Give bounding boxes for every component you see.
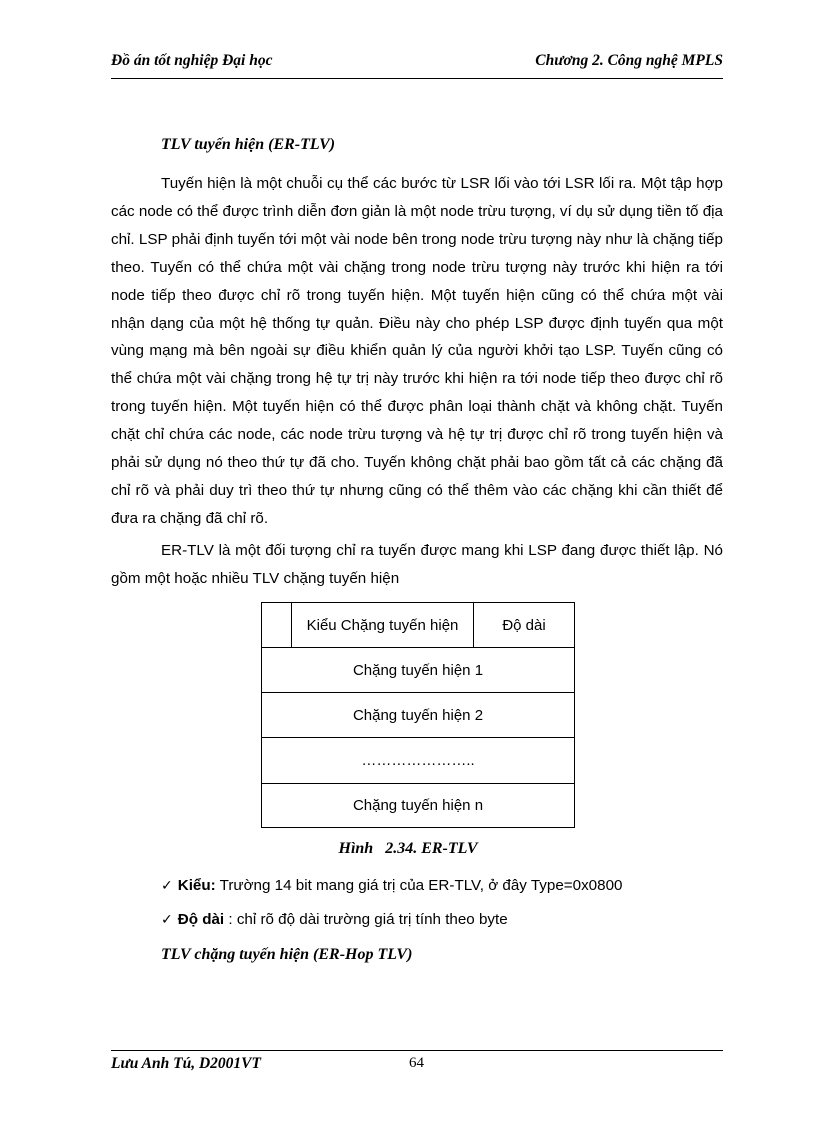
table-row: Chặng tuyến hiện 1 [262, 648, 575, 693]
header-thesis-title: Đồ án tốt nghiệp Đại học [111, 52, 273, 69]
section-heading: TLV tuyến hiện (ER-TLV) [161, 136, 336, 153]
er-tlv-format-table [261, 602, 575, 828]
checkmark-icon: ✓ [161, 878, 173, 894]
list-item: ✓ Kiểu: Trường 14 bit mang giá trị của ER-TLV, ở đây Type=0x0800 [161, 877, 623, 894]
footer-author: Lưu Anh Tú, D2001VT [111, 1055, 261, 1072]
footer-divider [111, 1050, 723, 1051]
figure-caption: Hình 2.34. ER-TLV [338, 840, 478, 857]
header-chapter-title: Chương 2. Công nghệ MPLS [535, 52, 723, 69]
table-row: ………………….. [262, 738, 575, 784]
table-cell-blank [262, 603, 292, 648]
table-cell-type: Kiểu Chặng tuyến hiện [292, 603, 474, 648]
subsection-heading: TLV chặng tuyến hiện (ER-Hop TLV) [161, 946, 413, 963]
table-row: Chặng tuyến hiện n [262, 784, 575, 828]
body-paragraph-1: Tuyến hiện là một chuỗi cụ thể các bước từ LSR lối vào tới LSR lối ra. Một tập hợp các node có thể được trình diễn đơn giản là một node trừu tượng, ví dụ sử dụng tiền tố địa chỉ. LSP phải định tuyến tới một vài node bên trong node trừu tượng này như là chặng tiếp theo. Tuyến có thể chứa một vài chặng trong node trừu tượng này trước khi hiện ra tới node tiếp theo được chỉ rõ trong tuyến hiện. Một tuyến hiện cũng có thể chứa một vài nhận dạng của một hệ thống tự quản. Điều này cho phép LSP được định tuyến qua một vùng mạng mà bên ngoài sự điều khiển quản lý của người khởi tạo LSP. Tuyến cũng có thể chứa một vài chặng trong hệ tự trị này trước khi hiện ra tới node tiếp theo được chỉ rõ trong tuyến hiện. Một tuyến hiện có thể được phân loại thành chặt và không chặt. Tuyến chặt chỉ chứa các node, các node trừu tượng và hệ tự trị được chỉ rõ trong tuyến hiện và phải sử dụng nó theo thứ tự đã cho. Tuyến không chặt phải bao gồm tất cả các chặng đã chỉ rõ và phải duy trì theo thứ tự nhưng cũng có thể thêm vào các chặng khi cần thiết để đưa ra chặng đã chỉ rõ. [111, 175, 723, 527]
checkmark-icon: ✓ [161, 912, 173, 928]
page-number: 64 [409, 1055, 424, 1071]
list-item: ✓ Độ dài : chỉ rõ độ dài trường giá trị tính theo byte [161, 911, 508, 928]
body-paragraph-2: ER-TLV là một đối tượng chỉ ra tuyến được mang khi LSP đang được thiết lập. Nó gồm một hoặc nhiều TLV chặng tuyến hiện [111, 542, 723, 587]
table-cell-length: Độ dài [474, 603, 575, 648]
table-row: Chặng tuyến hiện 2 [262, 693, 575, 738]
header-divider [111, 78, 723, 79]
